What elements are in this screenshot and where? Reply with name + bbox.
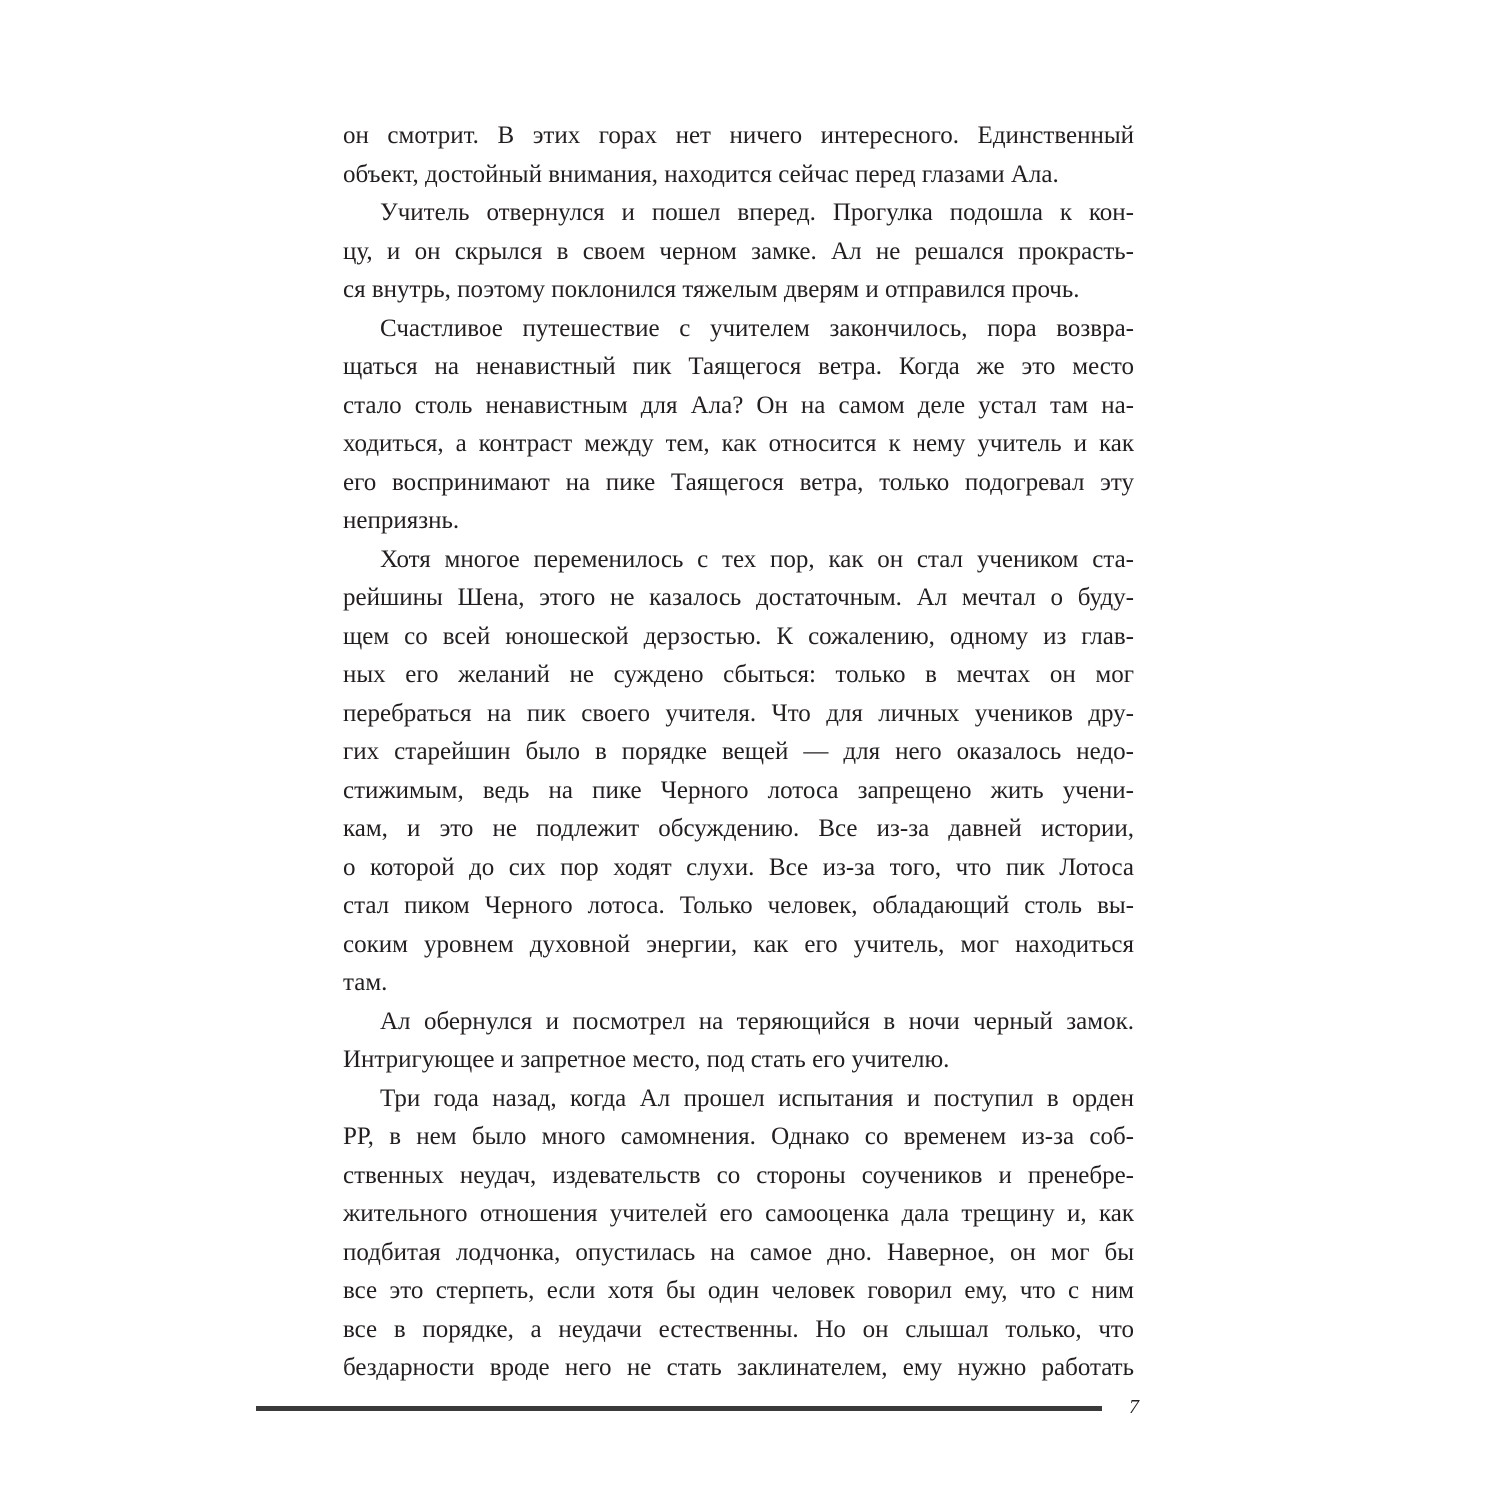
text-line: все это стерпеть, если хотя бы один человек говорил ему, что с ним	[343, 1277, 1134, 1304]
text-line: его воспринимают на пике Таящегося ветра, только подогревал эту	[343, 468, 1134, 496]
text-line: щаться на ненавистный пик Таящегося ветра. Когда же это место	[343, 353, 1134, 380]
text-line: Учитель отвернулся и пошел вперед. Прогулка подошла к кон-	[380, 199, 1134, 226]
text-line: все в порядке, а неудачи естественны. Но он слышал только, что	[343, 1315, 1134, 1343]
text-line: Счастливое путешествие с учителем закончилось, пора возвра-	[380, 314, 1134, 342]
text-line: щем со всей юношеской дерзостью. К сожалению, одному из глав-	[343, 622, 1134, 650]
text-line: ственных неудач, издевательств со стороны соучеников и пренебре-	[343, 1161, 1134, 1189]
text-line: неприязнь.	[343, 507, 460, 534]
text-line: стижимым, ведь на пике Черного лотоса запрещено жить учени-	[343, 776, 1134, 804]
text-line: жительного отношения учителей его самооценка дала трещину и, как	[343, 1200, 1134, 1227]
text-line: гих старейшин было в порядке вещей — для него оказалось недо-	[343, 738, 1134, 765]
text-line: ся внутрь, поэтому поклонился тяжелым дверям и отправился прочь.	[343, 276, 1080, 303]
text-line: стало столь ненавистным для Ала? Он на самом деле устал там на-	[343, 391, 1134, 419]
text-line: Ал обернулся и посмотрел на теряющийся в ночи черный замок.	[380, 1007, 1134, 1035]
footer-rule	[256, 1406, 1102, 1411]
text-line: рейшины Шена, этого не казалось достаточным. Ал мечтал о буду-	[343, 584, 1134, 611]
text-line: перебраться на пик своего учителя. Что для личных учеников дру-	[343, 699, 1134, 727]
text-line: Хотя многое переменилось с тех пор, как он стал учеником ста-	[380, 545, 1134, 573]
text-line: подбитая лодчонка, опустилась на самое дно. Наверное, он мог бы	[343, 1238, 1134, 1266]
text-line: о которой до сих пор ходят слухи. Все из-за того, что пик Лотоса	[343, 853, 1134, 881]
text-line: соким уровнем духовной энергии, как его учитель, мог находиться	[343, 930, 1134, 958]
text-line: он смотрит. В этих горах нет ничего интересного. Единственный	[343, 122, 1134, 149]
text-line: Три года назад, когда Ал прошел испытания и поступил в орден	[380, 1084, 1134, 1112]
text-line: бездарности вроде него не стать заклинателем, ему нужно работать	[343, 1354, 1134, 1381]
text-line: Интригующее и запретное место, под стать его учителю.	[343, 1046, 950, 1073]
text-line: РР, в нем было много самомнения. Однако со временем из-за соб-	[343, 1123, 1134, 1150]
text-line: там.	[343, 969, 388, 996]
text-line: ных его желаний не суждено сбыться: только в мечтах он мог	[343, 661, 1134, 688]
body-text	[343, 117, 1134, 1388]
text-line: ходиться, а контраст между тем, как относится к нему учитель и как	[343, 430, 1134, 457]
page-number: 7	[1129, 1396, 1139, 1418]
text-line: кам, и это не подлежит обсуждению. Все из-за давней истории,	[343, 815, 1134, 842]
text-line: объект, достойный внимания, находится сейчас перед глазами Ала.	[343, 160, 1059, 188]
text-line: цу, и он скрылся в своем черном замке. Ал не решался прокрасть-	[343, 237, 1134, 265]
text-line: стал пиком Черного лотоса. Только человек, обладающий столь вы-	[343, 892, 1134, 919]
